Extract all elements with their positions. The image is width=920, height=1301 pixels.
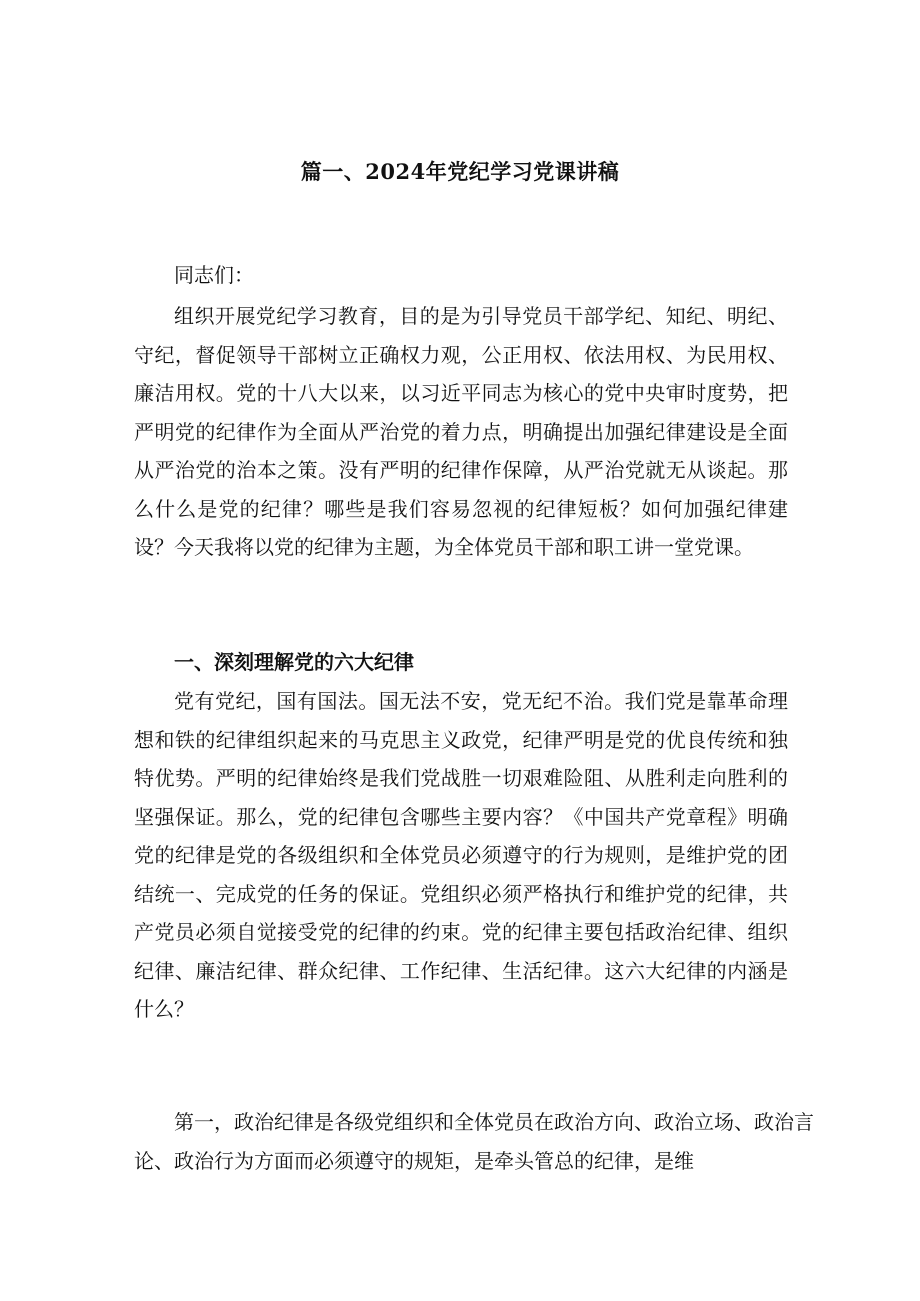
- salutation: 同志们：: [174, 263, 254, 287]
- paragraph-intro: 组织开展党纪学习教育，目的是为引导党员干部学纪、知纪、明纪、守纪，督促领导干部树立正确权力观，公正用权、依法用权、为民用权、廉洁用权。党的十八大以来，以习近平同志为核心的党中央审时度势，把严明党的纪律作为全面从严治党的着力点，明确提出加强纪律建设是全面从严治党的治本之策。没有严明的纪律作保障，从严治党就无从谈起。那么什么是党的纪律？哪些是我们容易忽视的纪律短板？如何加强纪律建设？今天我将以党的纪律为主题，为全体党员干部和职工讲一堂党课。: [134, 304, 788, 559]
- paragraph-party-discipline: 党有党纪，国有国法。国无法不安，党无纪不治。我们党是靠革命理想和铁的纪律组织起来的马克思主义政党，纪律严明是党的优良传统和独特优势。严明的纪律始终是我们党战胜一切艰难险阻、从胜利走向胜利的坚强保证。那么，党的纪律包含哪些主要内容？《中国共产党章程》明确党的纪律是党的各级组织和全体党员必须遵守的行为规则，是维护党的团结统一、完成党的任务的保证。党组织必须严格执行和维护党的纪律，共产党员必须自觉接受党的纪律的约束。党的纪律主要包括政治纪律、组织纪律、廉洁纪律、群众纪律、工作纪律、生活纪律。这六大纪律的内涵是什么？: [134, 689, 788, 1021]
- document-title: 篇一、2024年党纪学习党课讲稿: [300, 159, 620, 184]
- section-heading: 一、深刻理解党的六大纪律: [174, 650, 414, 674]
- paragraph-political-discipline: 第一，政治纪律是各级党组织和全体党员在政治方向、政治立场、政治言论、政治行为方面而必须遵守的规矩，是牵头管总的纪律，是维: [134, 1110, 814, 1173]
